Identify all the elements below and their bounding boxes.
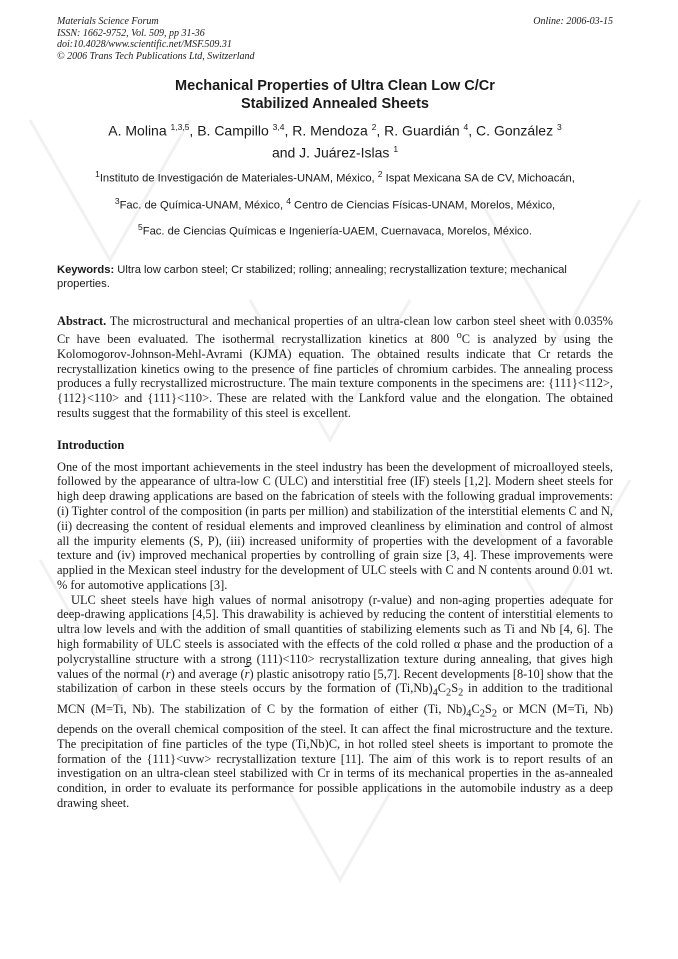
abstract-text: C is analyzed by using the Kolomogorov-Johnson-Mehl-Avrami (KJMA) equation. The obtained results indicate that Cr retards the recrystallization kinetics owing to the presence of fine particles of chromium carbides. The annealing process produces a fully recrystallized microstructure. The main texture components in the specimens are: {111}<112>, {112}<110> and {111}<110>. These are related with the Lankford value and the elongation. The obtained results suggest that the formability of this steel is excellent.: [57, 331, 613, 420]
journal-issn: ISSN: 1662-9752, Vol. 509, pp 31-36: [57, 27, 205, 39]
online-date: Online: 2006-03-15: [533, 16, 613, 27]
affiliation-mark: 5: [138, 221, 143, 232]
affiliation-line-3: [57, 217, 613, 243]
affiliation-mark: 1: [95, 169, 100, 180]
subscript: 2: [446, 687, 452, 699]
subscript: 4: [466, 708, 472, 720]
affiliation-mark: 3: [114, 195, 120, 206]
keywords-label: Keywords:: [57, 264, 115, 277]
author-list: [57, 118, 613, 161]
affiliations: [57, 164, 613, 243]
keywords-text: Ultra low carbon steel; Cr stabilized; rolling; annealing; recrystallization texture; mechanical properties.: [57, 264, 567, 290]
author-name: A. Molina: [108, 122, 171, 139]
journal-name: Materials Science Forum: [57, 16, 159, 27]
affiliation-line-2: [57, 191, 613, 217]
degree-mark: o: [456, 329, 462, 341]
paragraph-text: or MCN (M=Ti, Nb) depends on the overall chemical composition of the steel. It can affect the final microstructure and the texture. The precipitation of fine particles of the type (Ti,Nb)C, in hot rolled steel sheets is important to promote the formation of the {111}<uvw> recrystallization texture [11]. The aim of this work is to report results of an investigation on an ultra-clean steel stabilized with Cr in terms of its mechanical properties in the as-annealed condition, in order to evaluate its performance for possible applications in the automobile industry as a deep drawing sheet.: [57, 701, 613, 810]
introduction-paragraph-1: One of the most important achievements in the steel industry has been the development of microalloyed steels, followed by the appearance of ultra-low C (ULC) and interstitial free (IF) steels [1,2]. Modern sheet steels for high deep drawing applications are based on the fabrication of steels with the following gradual improvements: (i) Tighter control of the composition (in parts per million) and stabilization of the interstitial elements C and N, (ii) decreasing the content of residual elements and improved cleanliness by elimination and control of almost all the impurity elements (S, P), (iii) increased uniformity of properties with the development of a favorable texture and (iv) improved mechanical properties by controlling of grain size [3, 4]. These improvements were applied in the Mexican steel industry for the development of ULC steels with C and N contents around 0.01 wt. % for automotive applications [3].: [57, 459, 613, 592]
r-bar-symbol: $\overline{r}$: [244, 666, 250, 681]
author-line-1: [57, 118, 613, 140]
author-affiliation-mark: 3,4: [272, 122, 285, 132]
copyright-line: © 2006 Trans Tech Publications Ltd, Switzerland: [57, 50, 255, 62]
paragraph-text: C: [437, 681, 447, 696]
title-line-1: Mechanical Properties of Ultra Clean Low C/Cr: [175, 78, 495, 94]
paragraph-text: ULC sheet steels have high values of normal anisotropy (r-value) and non-aging properties adequate for deep-drawing applications [4,5]. This drawability is achieved by reducing the content of interstitial elements to ultra low levels and with the addition of small quantities of stabilizing elements such as Ti and Nb [4, 6]. The high formability of ULC steels is associated with the effects of the cold rolled: [57, 592, 613, 652]
abstract-text: The microstructural and mechanical properties of an ultra-clean low carbon steel sheet with 0.035% Cr have been evaluated. The isothermal recrystallization kinetics at 800: [57, 314, 613, 346]
alpha-symbol: α: [453, 637, 461, 652]
abstract-label: Abstract.: [57, 314, 107, 329]
affiliation-text: Fac. de Química-UNAM, México,: [119, 199, 287, 212]
paper-page: [57, 16, 613, 811]
paragraph-text: S: [451, 681, 459, 696]
subscript: 4: [432, 687, 438, 699]
paragraph-text: S: [484, 701, 492, 716]
affiliation-text: Ispat Mexicana SA de CV, Michoacán,: [382, 173, 575, 186]
abstract: [57, 314, 613, 421]
author-affiliation-mark: 1,3,5: [170, 122, 190, 132]
paper-title: [57, 78, 613, 113]
author-affiliation-mark: 2: [371, 122, 377, 132]
affiliation-mark: 2: [377, 169, 383, 180]
affiliation-text: Centro de Ciencias Físicas-UNAM, Morelos, México,: [290, 199, 556, 212]
subscript: 2: [458, 687, 464, 699]
subscript: 2: [491, 708, 497, 720]
paragraph-text: in addition to the traditional MCN (M=Ti, Nb). The stabilization of C by the formation of either (Ti, Nb): [57, 681, 613, 716]
author-name: , R. Mendoza: [284, 122, 372, 139]
doi-link[interactable]: doi:10.4028/www.scientific.net/MSF.509.31: [57, 39, 232, 50]
affiliation-line-1: [57, 164, 613, 190]
subscript: 2: [479, 708, 485, 720]
author-affiliation-mark: 4: [463, 122, 469, 132]
author-affiliation-mark: 3: [556, 122, 562, 132]
title-line-2: Stabilized Annealed Sheets: [240, 95, 429, 112]
author-name: , C. González: [468, 122, 557, 139]
introduction-heading: Introduction: [57, 437, 125, 452]
r-symbol: r: [165, 666, 171, 681]
author-name: and J. Juárez-Islas: [271, 144, 394, 161]
paragraph-text: ) and average (: [170, 666, 245, 681]
journal-masthead: [57, 16, 613, 62]
introduction-paragraph-2: [57, 593, 613, 811]
keywords: [57, 264, 613, 291]
author-name: , R. Guardián: [376, 122, 464, 139]
paragraph-text: C: [471, 701, 480, 716]
paragraph-text: phase and the production of a polycrystalline structure with a strong (111)<110> recrystallization texture during annealing, that gives high values of the normal (: [57, 637, 613, 681]
author-affiliation-mark: 1: [393, 143, 399, 154]
author-line-2: [57, 140, 613, 162]
paragraph-text: ) plastic anisotropy ratio [5,7]. Recent developments [8-10] show that the stabilization of carbon in these steels occurs by the formation of (Ti,Nb): [57, 666, 613, 696]
affiliation-mark: 4: [286, 195, 291, 206]
author-name: , B. Campillo: [189, 122, 273, 139]
affiliation-text: Instituto de Investigación de Materiales-UNAM, México,: [99, 173, 378, 186]
affiliation-text: Fac. de Ciencias Químicas e Ingeniería-UAEM, Cuernavaca, Morelos, México.: [142, 225, 532, 238]
